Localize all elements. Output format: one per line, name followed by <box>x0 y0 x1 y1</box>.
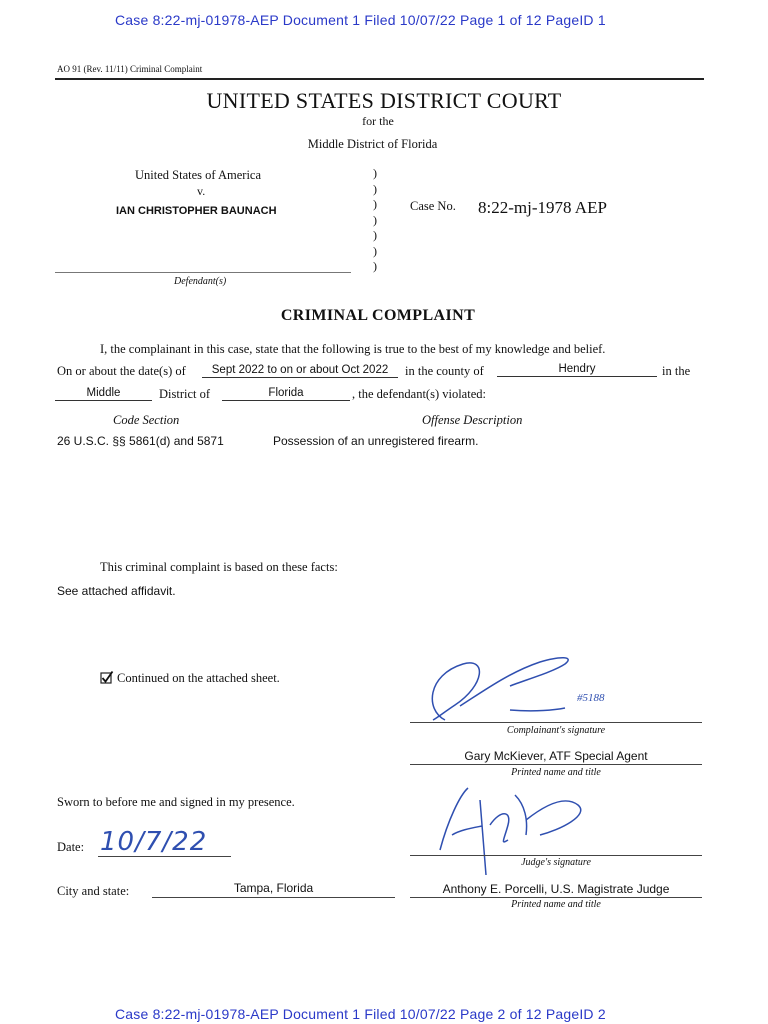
offense-description: Possession of an unregistered firearm. <box>273 434 479 448</box>
continued-checkbox[interactable] <box>100 670 114 689</box>
complainant-signature-caption: Complainant's signature <box>506 725 606 736</box>
defendant-name: IAN CHRISTOPHER BAUNACH <box>116 205 277 217</box>
header-rule <box>55 78 704 80</box>
district-field: Middle <box>55 386 152 401</box>
city-value: Tampa, Florida <box>233 881 314 895</box>
complainant-signature-line <box>410 722 702 723</box>
district-label: District of <box>159 387 211 401</box>
caption-parentheses: ) ) ) ) ) ) ) <box>373 166 377 273</box>
judge-name-line <box>410 897 702 898</box>
complainant-name-line <box>410 764 702 765</box>
judge-signature-caption: Judge's signature <box>521 857 591 868</box>
violated-text: , the defendant(s) violated: <box>352 387 486 401</box>
date-label: Date: <box>57 840 85 854</box>
county-prefix: in the county of <box>405 364 484 378</box>
checkmark-icon <box>100 670 114 684</box>
sworn-text: Sworn to before me and signed in my presence. <box>57 795 295 809</box>
plaintiff-name: United States of America <box>135 168 262 182</box>
dates-field: Sept 2022 to on or about Oct 2022 <box>202 363 398 378</box>
ecf-footer-stamp: Case 8:22-mj-01978-AEP Document 1 Filed 10/07/22 Page 2 of 12 PageID 2 <box>115 1006 606 1022</box>
date-value: 10/7/22 <box>100 827 208 857</box>
judge-signature-line <box>410 855 702 856</box>
judge-name: Anthony E. Porcelli, U.S. Magistrate Judge <box>442 882 670 896</box>
city-line <box>152 897 395 898</box>
offense-description-header: Offense Description <box>422 413 523 427</box>
county-suffix: in the <box>662 364 691 378</box>
date-line <box>98 856 231 857</box>
facts-intro: This criminal complaint is based on these facts: <box>100 560 338 574</box>
versus: v. <box>197 184 206 198</box>
offense-code: 26 U.S.C. §§ 5861(d) and 5871 <box>57 434 224 448</box>
facts-value: See attached affidavit. <box>57 584 176 598</box>
complainant-name-caption: Printed name and title <box>511 767 601 778</box>
court-for: for the <box>362 114 394 128</box>
continued-label: Continued on the attached sheet. <box>117 671 280 685</box>
county-field: Hendry <box>497 362 657 377</box>
state-field: Florida <box>222 386 350 401</box>
form-identifier: AO 91 (Rev. 11/11) Criminal Complaint <box>57 64 203 74</box>
complainant-statement: I, the complainant in this case, state that the following is true to the best of my knowledge and belief. <box>100 342 606 356</box>
ecf-header-stamp: Case 8:22-mj-01978-AEP Document 1 Filed 10/07/22 Page 1 of 12 PageID 1 <box>115 12 606 28</box>
judge-name-caption: Printed name and title <box>511 899 601 910</box>
case-number: 8:22-mj-1978 AEP <box>478 198 607 217</box>
city-label: City and state: <box>57 884 130 898</box>
defendant-line <box>55 272 351 273</box>
dates-prefix: On or about the date(s) of <box>57 364 186 378</box>
complainant-name: Gary McKiever, ATF Special Agent <box>464 749 648 763</box>
court-title: UNITED STATES DISTRICT COURT <box>206 88 562 113</box>
court-district: Middle District of Florida <box>307 137 438 151</box>
case-no-label: Case No. <box>410 199 456 213</box>
defendant-label: Defendant(s) <box>174 276 227 287</box>
badge-annotation: #5188 <box>577 692 605 704</box>
complainant-signature-image <box>415 650 615 725</box>
code-section-header: Code Section <box>113 413 180 427</box>
complaint-title: CRIMINAL COMPLAINT <box>280 307 476 324</box>
